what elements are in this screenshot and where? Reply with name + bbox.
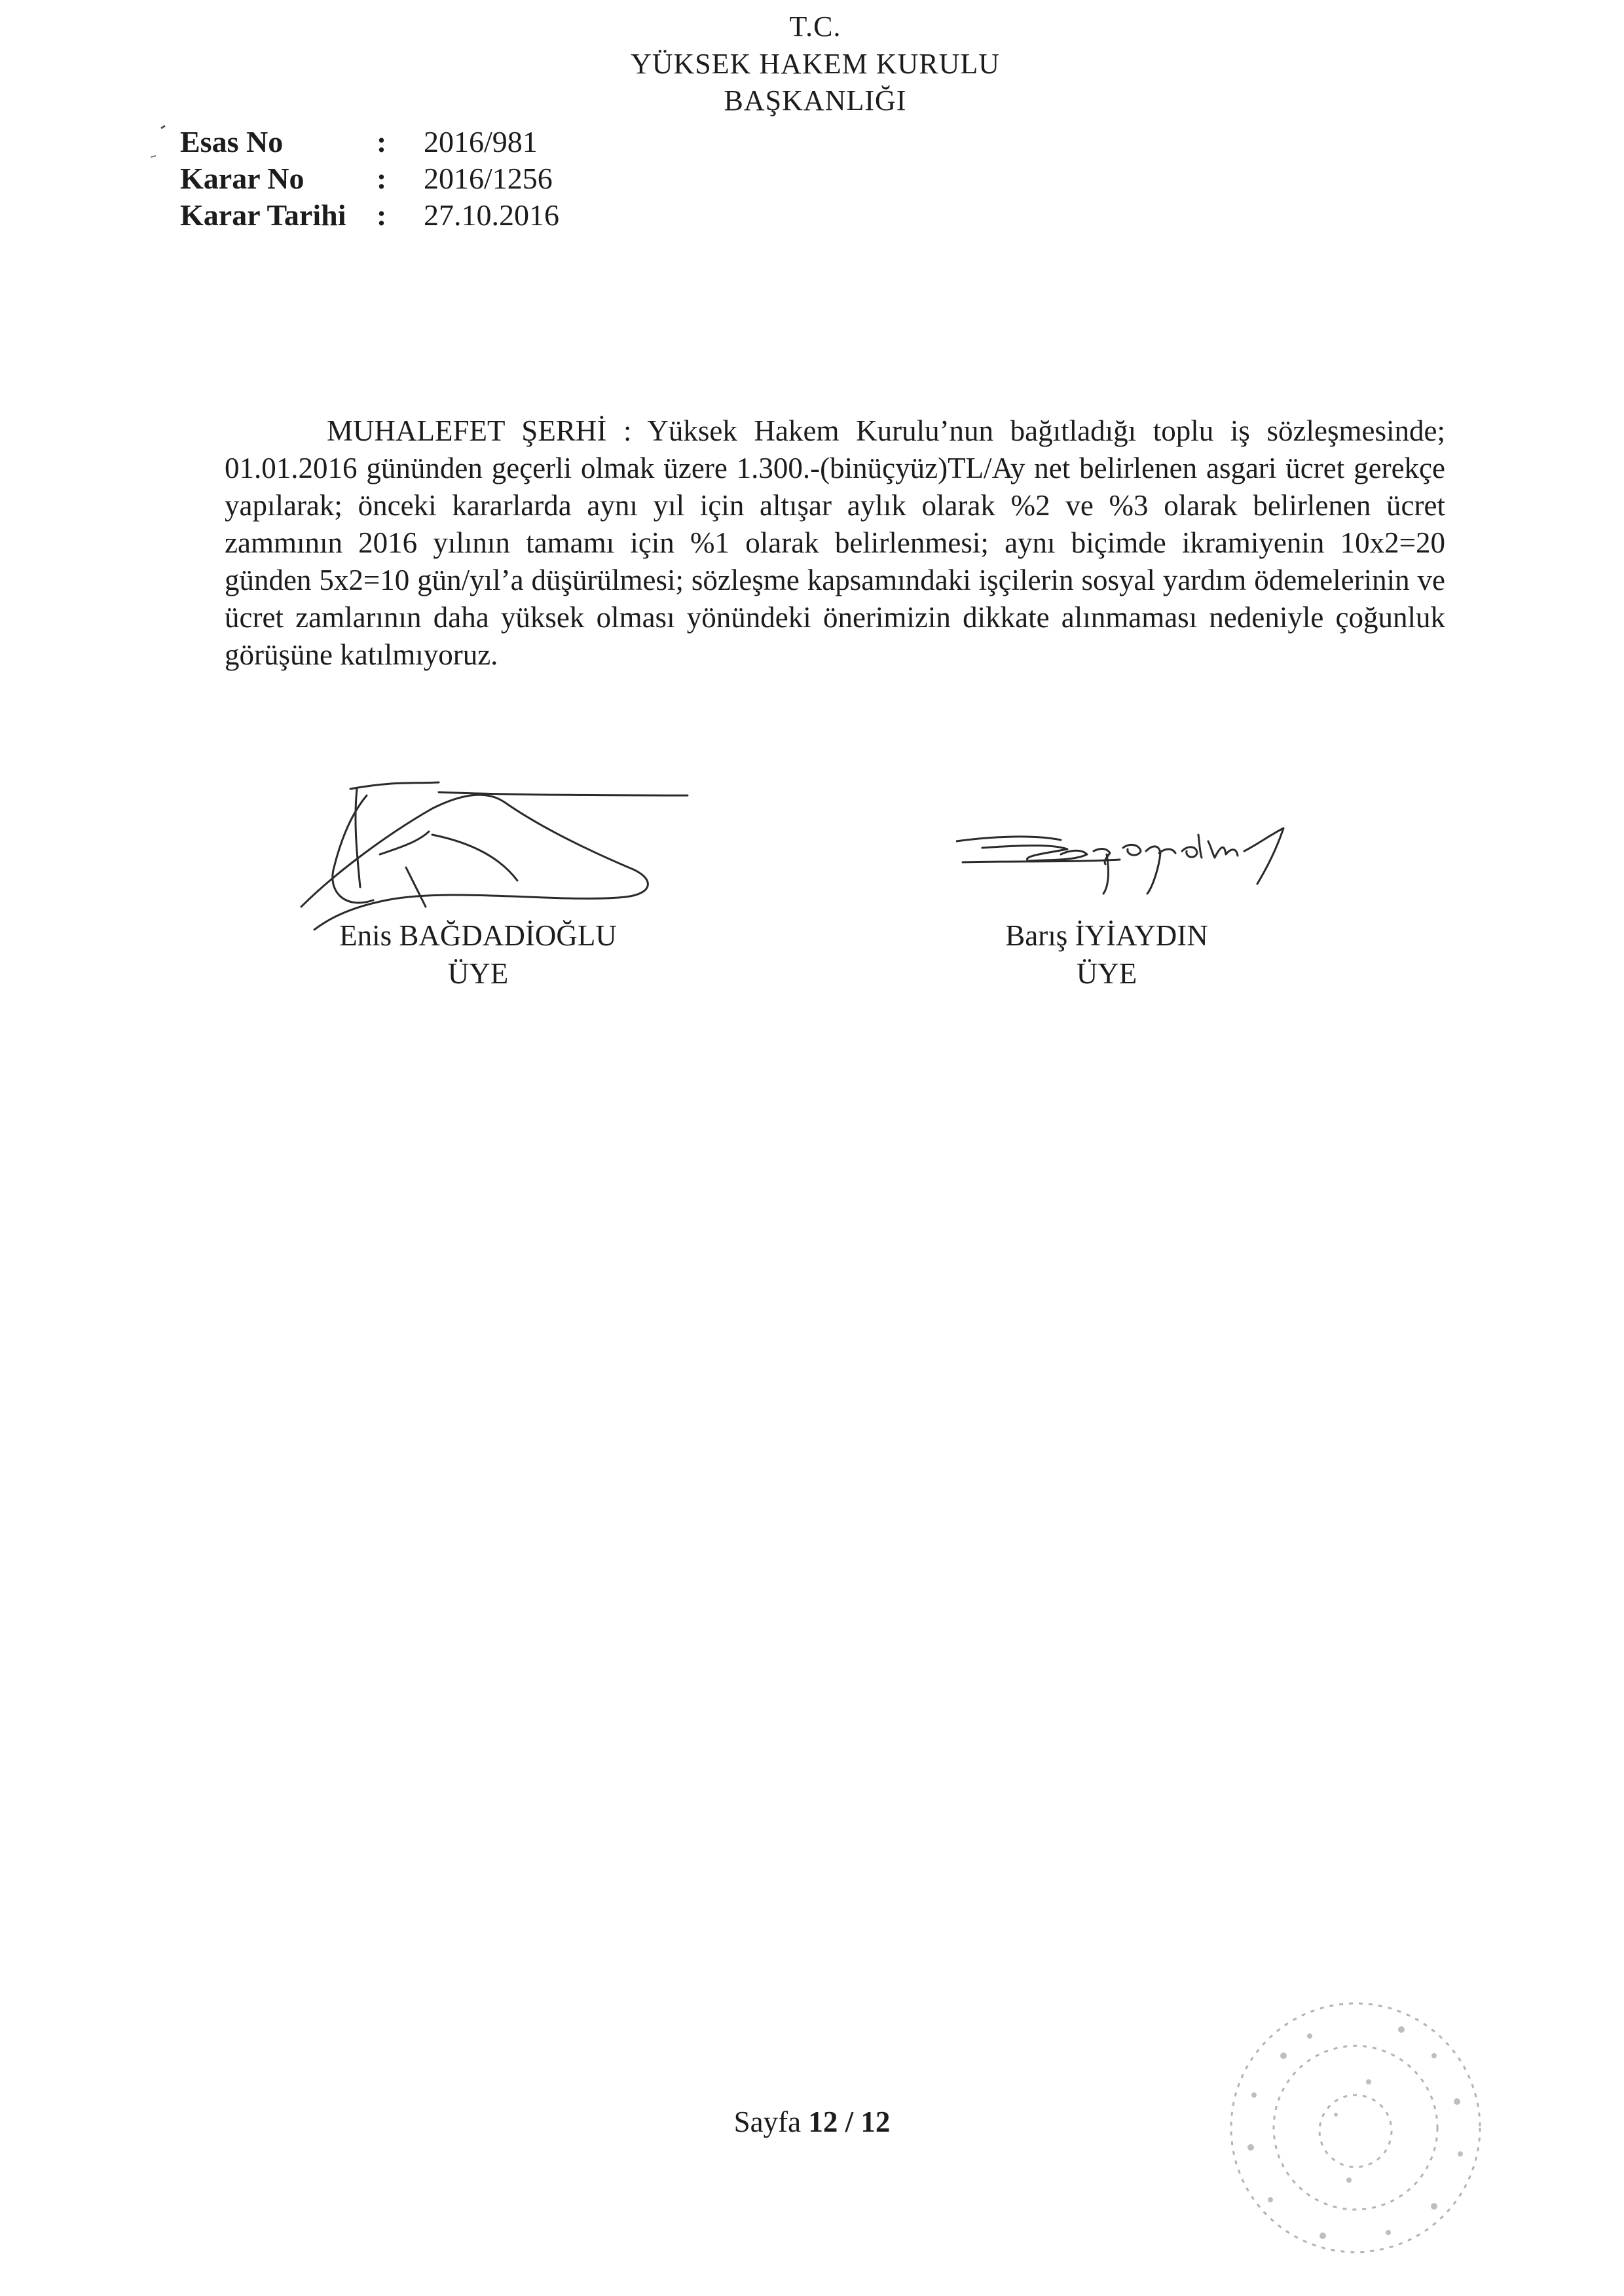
meta-label: Karar No — [180, 162, 304, 195]
signer-role: ÜYE — [1076, 957, 1137, 990]
header-line-institution: YÜKSEK HAKEM KURULU — [630, 48, 1001, 80]
meta-value: 2016/981 — [424, 125, 538, 158]
page-number — [0, 2105, 1624, 2139]
page-separator: / — [845, 2105, 854, 2138]
meta-label: Esas No — [180, 125, 284, 158]
meta-label: Karar Tarihi — [180, 198, 346, 232]
page-current: 12 — [808, 2105, 838, 2138]
signer-name: Enis BAĞDADİOĞLU — [339, 919, 617, 952]
page-total: 12 — [860, 2105, 891, 2138]
signature-baris-image — [956, 822, 1310, 900]
signature-enis-image — [288, 769, 707, 939]
meta-colon: : — [377, 125, 387, 158]
signer-name: Barış İYİAYDIN — [1005, 919, 1208, 952]
header-line-tc: T.C. — [789, 10, 841, 43]
dissent-paragraph: MUHALEFET ŞERHİ : Yüksek Hakem Kurulu’nun bağıtladığı toplu iş sözleşmesinde; 01.01.2016 gününden geçerli olmak üzere 1.300.-(binüçyüz)TL/Ay net belirlenen asgari ücret gerekçe yapılarak; önceki kararlarda aynı yıl için altışar aylık olarak %2 ve %3 olarak belirlenen ücret zammının 2016 yılının tamamı için %1 olarak belirlenmesi; aynı biçimde ikramiyenin 10x2=20 günden 5x2=10 gün/yıl’a düşürülmesi; sözleşme kapsamındaki işçilerin sosyal yardım ödemelerinin ve ücret zamlarının daha yüksek olması yönündeki önerimizin dikkate alınmaması nedeniyle çoğunluk görüşüne katılmıyoruz. — [225, 414, 1445, 671]
meta-colon: : — [377, 198, 387, 232]
header-line-presidency: BAŞKANLIĞI — [724, 84, 907, 117]
meta-value: 2016/1256 — [424, 162, 553, 195]
signature-block-baris — [904, 917, 1310, 993]
page-prefix: Sayfa — [733, 2105, 802, 2138]
signer-role: ÜYE — [447, 957, 509, 990]
meta-value: 27.10.2016 — [424, 198, 559, 232]
meta-colon: : — [377, 162, 387, 195]
scan-marks — [151, 118, 190, 170]
signature-block-enis — [282, 917, 674, 993]
